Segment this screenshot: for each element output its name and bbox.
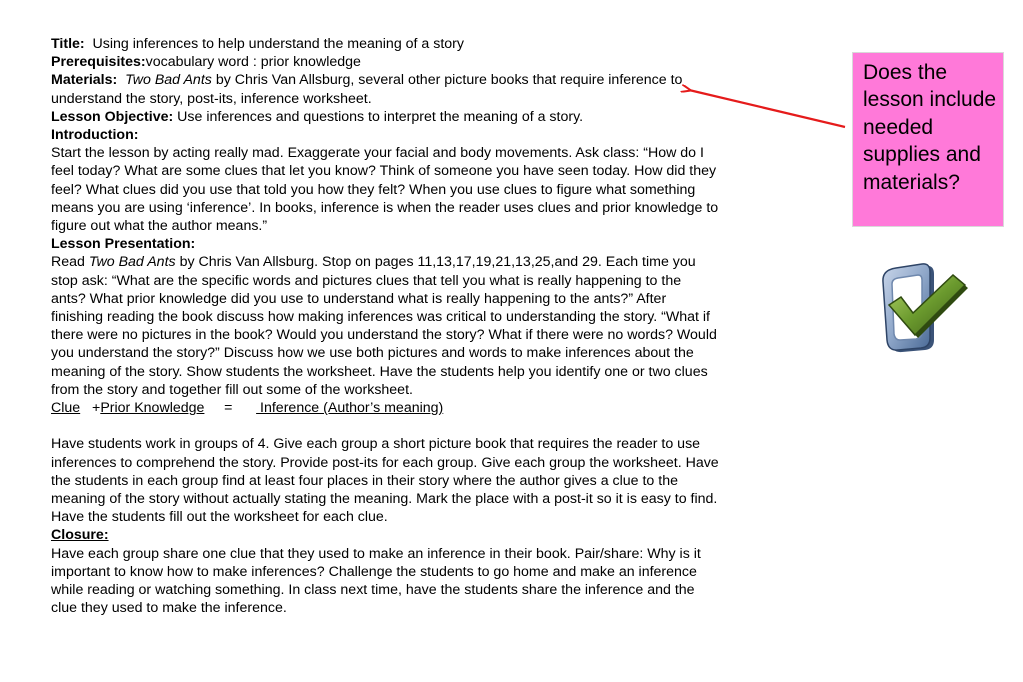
equation-inference: Inference (Author’s meaning) bbox=[256, 400, 444, 417]
objective-line bbox=[51, 108, 719, 126]
presentation-paragraph bbox=[51, 253, 719, 399]
inference-equation bbox=[51, 399, 719, 417]
blank-line bbox=[51, 417, 719, 435]
groups-text: Have students work in groups of 4. Give each group a short picture book that requires the reader to use inferences to comprehend the story. Provide post-its for each group. Give each group the worksheet. Have the students in each group find at least four places in their story where the author gives a clue to the meaning of the story without actually stating the meaning. Mark the place with a post-it so it is easy to find. Have the students fill out the worksheet for each clue. bbox=[51, 436, 719, 526]
materials-text: by Chris Van Allsburg, several other picture books that require inference to understand the story, post-its, inference worksheet. bbox=[51, 72, 683, 107]
presentation-read: Read bbox=[51, 254, 85, 271]
check-mark-icon bbox=[878, 262, 973, 354]
objective-label: Lesson Objective: bbox=[51, 108, 174, 125]
materials-book-title: Two Bad Ants bbox=[125, 72, 212, 89]
equation-prior-knowledge: Prior Knowledge bbox=[100, 400, 205, 417]
equation-equals: = bbox=[224, 400, 233, 417]
lesson-plan-document bbox=[51, 35, 719, 617]
presentation-heading: Lesson Presentation: bbox=[51, 236, 196, 253]
closure-heading: Closure: bbox=[51, 527, 109, 544]
materials-line bbox=[51, 71, 719, 107]
callout-text: Does the lesson include needed supplies and materials? bbox=[863, 61, 997, 194]
closure-text: Have each group share one clue that they used to make an inference in their book. Pair/share: Why is it important to know how to make inferences? Challenge the students to go home and make an inference while reading or watching something. In class next time, have the students share the inference and the clue they used to make the inference. bbox=[51, 545, 701, 617]
equation-clue: Clue bbox=[51, 400, 81, 417]
introduction-heading: Introduction: bbox=[51, 127, 139, 144]
review-callout-box bbox=[852, 52, 1004, 227]
presentation-text: by Chris Van Allsburg. Stop on pages 11,13,17,19,21,13,25,and 29. Each time you stop ask: “What are the specific words and pictures clues that tell you what is really happening to the ants? What prior knowledge did you use to understand what is really happening to the ants?” After finishing reading the book discuss how making inferences was critical to understanding the story. “What if there were no pictures in the book? Would you understand the story? What if there were no words? Would you understand the story?” Discuss how we use both pictures and words to make inferences about the meaning of the story. Show students the worksheet. Have the students help you identify one or two clues from the story and together fill out some of the worksheet. bbox=[51, 254, 717, 398]
title-line bbox=[51, 35, 719, 53]
objective-text: Use inferences and questions to interpret the meaning of a story. bbox=[177, 108, 584, 125]
title-text: Using inferences to help understand the meaning of a story bbox=[92, 36, 464, 52]
prerequisites-label: Prerequisites: bbox=[51, 54, 146, 71]
title-label: Title: bbox=[51, 36, 85, 52]
presentation-book-title: Two Bad Ants bbox=[88, 254, 176, 271]
materials-label: Materials: bbox=[51, 72, 118, 89]
prerequisites-line bbox=[51, 53, 719, 71]
equation-plus: + bbox=[92, 400, 101, 417]
introduction-text: Start the lesson by acting really mad. Exaggerate your facial and body movements. Ask class: “How do I feel today? What are some clues that let you know? Think of someone you have seen today. How did they feel? What clues did you use that told you how they felt? When you use clues to figure what something means you are using ‘inference’. In books, inference is when the reader uses clues and prior knowledge to figure out what the author means.” bbox=[51, 145, 719, 235]
prerequisites-text: vocabulary word : prior knowledge bbox=[145, 54, 361, 71]
